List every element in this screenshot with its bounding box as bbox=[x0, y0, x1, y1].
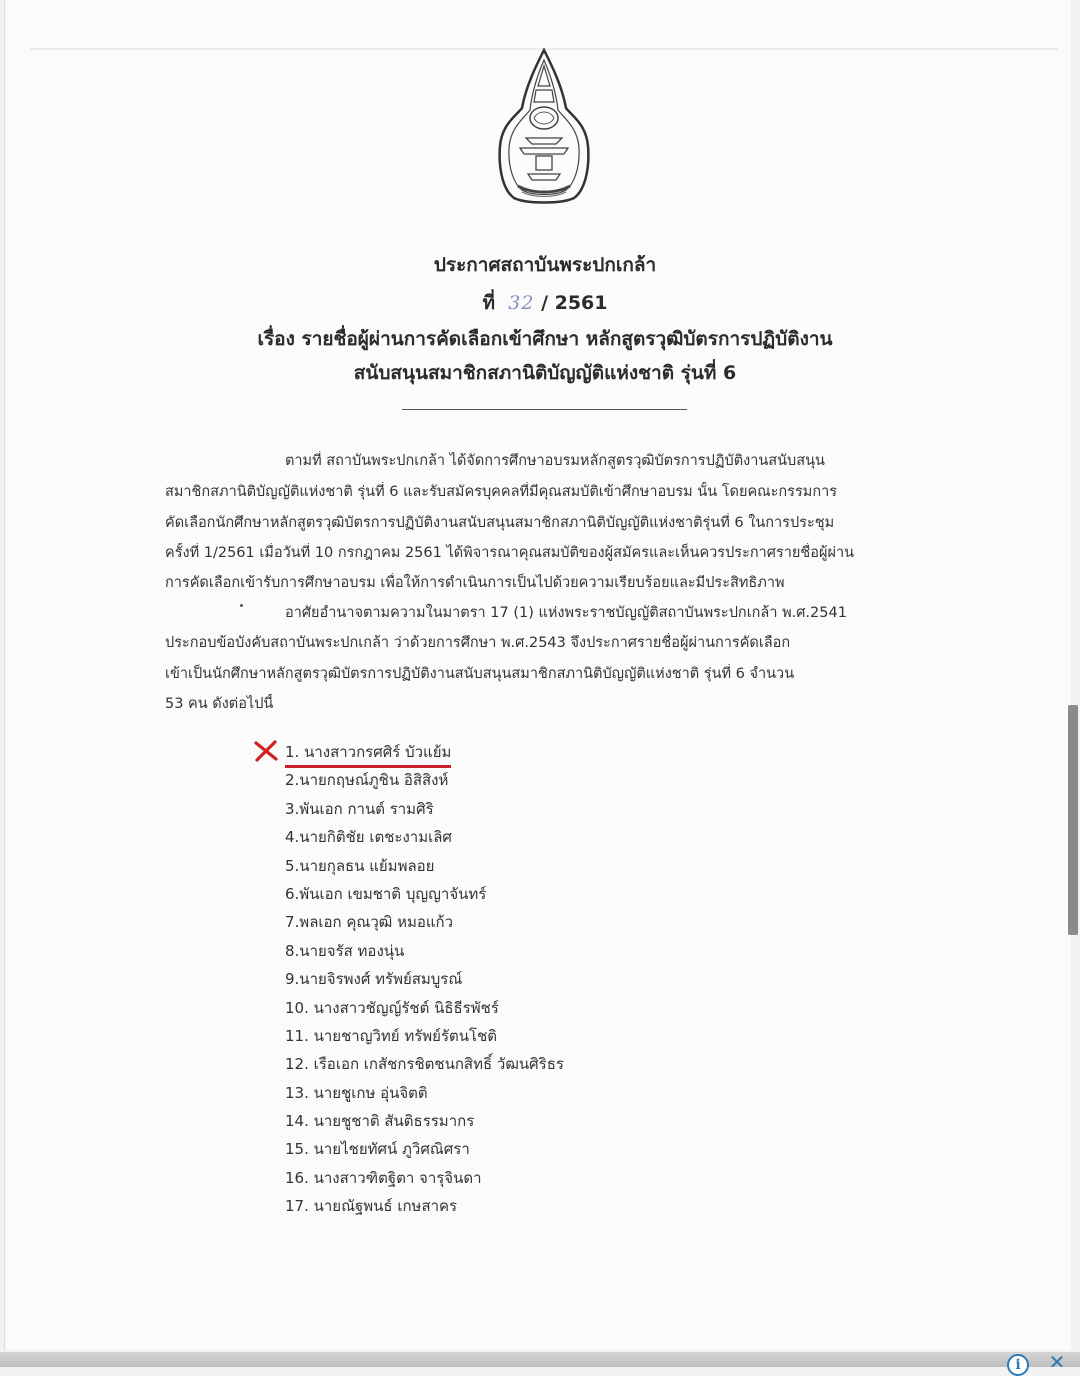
subject-line-1: เรื่อง รายชื่อผู้ผ่านการคัดเลือกเข้าศึกษา หลักสูตรวุฒิบัตรการปฏิบัติงาน bbox=[257, 328, 833, 350]
subject-line-2: สนับสนุนสมาชิกสภานิติบัญญัติแห่งชาติ รุ่นที่ 6 bbox=[353, 362, 737, 384]
list-item: 10. นางสาวชัญญ์รัชต์ นิธิธีรพัชร์ bbox=[285, 998, 499, 1017]
list-item: 8.นายจรัส ทองนุ่น bbox=[285, 941, 405, 960]
list-item: 3.พันเอก กานต์ รามศิริ bbox=[285, 799, 434, 818]
red-cross-mark-icon bbox=[253, 740, 279, 762]
list-item: 13. นายชูเกษ อุ่นจิตติ bbox=[285, 1083, 428, 1102]
close-icon[interactable]: ✕ bbox=[1048, 1352, 1066, 1367]
ad-banner-strip bbox=[0, 1352, 1080, 1367]
list-item: 2.นายกฤษณ์ภูชิน อิสิสิงห์ bbox=[285, 771, 449, 790]
stray-dot bbox=[240, 604, 243, 607]
paragraph-1-line-2: สมาชิกสภานิติบัญญัติแห่งชาติ รุ่นที่ 6 และรับสมัครบุคคลที่มีคุณสมบัติเข้าศึกษาอบรม นั้น โดยคณะกรรมการ bbox=[165, 484, 838, 500]
announcement-title: ประกาศสถาบันพระปกเกล้า bbox=[433, 254, 657, 276]
announcement-number bbox=[120, 288, 970, 318]
list-item: 7.พลเอก คุณวุฒิ หมอแก้ว bbox=[285, 913, 454, 932]
paragraph-2-line-2: ประกอบข้อบังคับสถาบันพระปกเกล้า ว่าด้วยการศึกษา พ.ศ.2543 จึงประกาศรายชื่อผู้ผ่านการคัดเลือก bbox=[165, 635, 791, 651]
paragraph-1-line-3: คัดเลือกนักศึกษาหลักสูตรวุฒิบัตรการปฏิบัติงานสนับสนุนสมาชิกสภานิติบัญญัติแห่งชาติรุ่นที่ 6 ในการประชุม bbox=[165, 515, 835, 531]
list-item: 11. นายชาญวิทย์ ทรัพย์รัตนโชติ bbox=[285, 1026, 497, 1045]
paragraph-1-line-4: ครั้งที่ 1/2561 เมื่อวันที่ 10 กรกฎาคม 2561 ได้พิจารณาคุณสมบัติของผู้สมัครและเห็นควรประกาศรายชื่อผู้ผ่าน bbox=[165, 545, 855, 561]
paragraph-2-line-4: 53 คน ดังต่อไปนี้ bbox=[165, 696, 274, 712]
scrollbar-thumb[interactable] bbox=[1068, 705, 1078, 935]
list-item: 15. นายไชยทัศน์ ภูวิศณิศรา bbox=[285, 1140, 470, 1159]
info-icon[interactable]: i bbox=[1007, 1354, 1029, 1376]
paragraph-2-line-1: อาศัยอำนาจตามความในมาตรา 17 (1) แห่งพระราชบัญญัติสถาบันพระปกเกล้า พ.ศ.2541 bbox=[285, 605, 847, 621]
highlighted-name: 1. นางสาวกรศศิร์ บัวแย้ม bbox=[285, 740, 451, 768]
names-list bbox=[285, 740, 564, 1223]
list-item: 14. นายชูชาติ สันติธรรมากร bbox=[285, 1112, 475, 1131]
number-suffix: / 2561 bbox=[541, 292, 608, 314]
paragraph-1-line-1: ตามที่ สถาบันพระปกเกล้า ได้จัดการศึกษาอบรมหลักสูตรวุฒิบัตรการปฏิบัติงานสนับสนุน bbox=[285, 453, 825, 469]
list-item: 4.นายกิติชัย เตชะงามเลิศ bbox=[285, 828, 452, 847]
institute-seal-logo bbox=[496, 46, 592, 208]
list-item: 9.นายจิรพงศ์ ทรัพย์สมบูรณ์ bbox=[285, 970, 463, 989]
title-divider bbox=[402, 409, 687, 410]
number-prefix: ที่ bbox=[482, 292, 496, 314]
list-item: 16. นางสาวฑิตฐิตา จารุจินดา bbox=[285, 1168, 482, 1187]
paragraph-2-line-3: เข้าเป็นนักศึกษาหลักสูตรวุฒิบัตรการปฏิบัติงานสนับสนุนสมาชิกสภานิติบัญญัติแห่งชาติ รุ่นที่ 6 จำนวน bbox=[165, 666, 795, 682]
handwritten-number: 32 bbox=[508, 292, 535, 314]
list-item bbox=[285, 740, 564, 768]
paragraph-1-line-5: การคัดเลือกเข้ารับการศึกษาอบรม เพื่อให้การดำเนินการเป็นไปด้วยความเรียบร้อยและมีประสิทธิภาพ bbox=[165, 575, 785, 591]
list-item: 12. เรือเอก เกสัชกรชิตชนกสิทธิ์ วัฒนศิริธร bbox=[285, 1055, 564, 1074]
list-item: 5.นายกุลธน แย้มพลอย bbox=[285, 856, 435, 875]
list-item: 6.พันเอก เขมชาติ บุญญาจันทร์ bbox=[285, 884, 487, 903]
list-item: 17. นายณัฐพนธ์ เกษสาคร bbox=[285, 1197, 458, 1216]
